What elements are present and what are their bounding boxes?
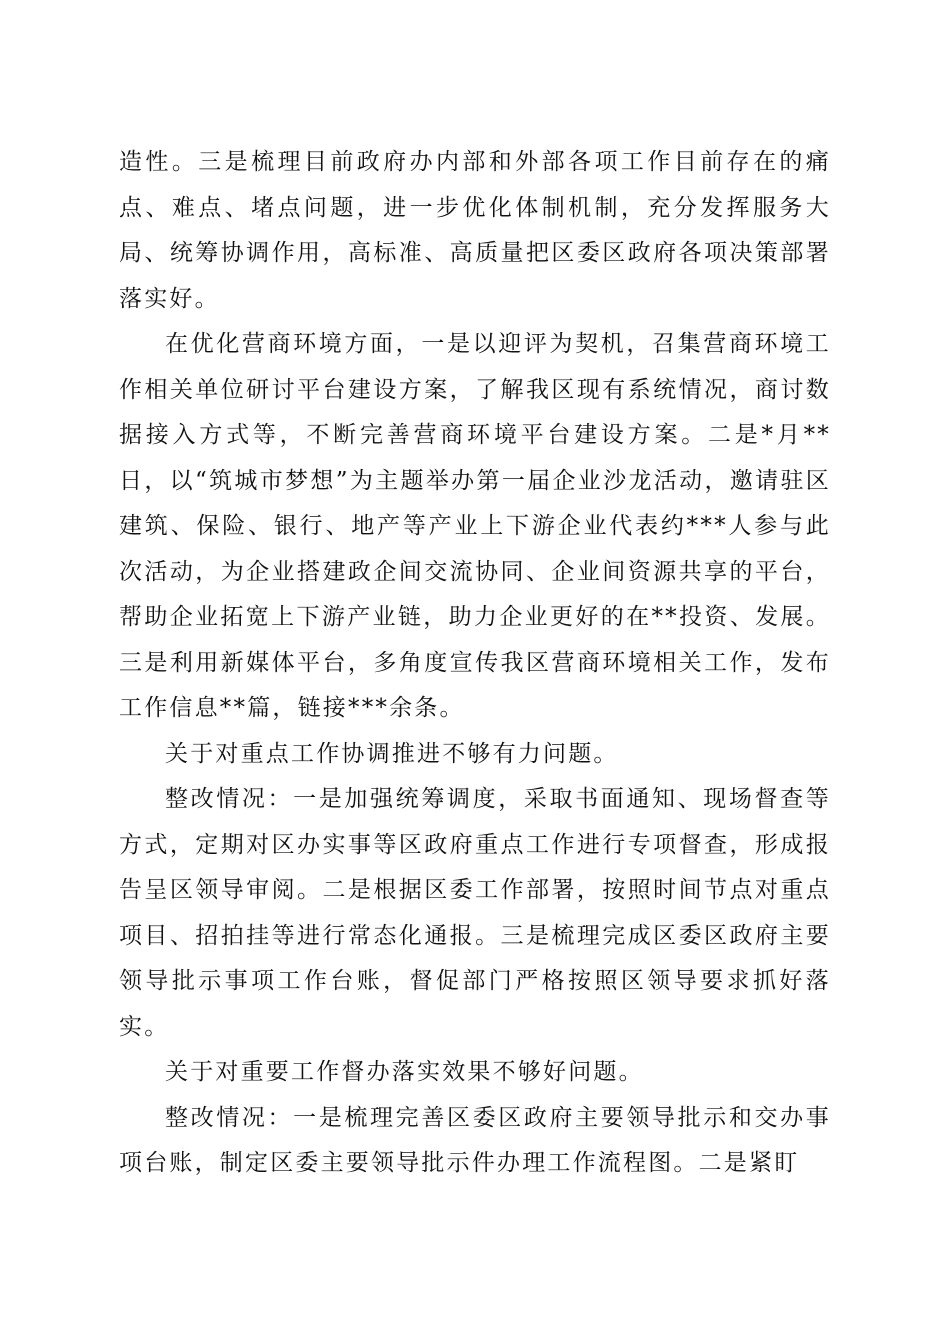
paragraph-2: 在优化营商环境方面，一是以迎评为契机，召集营商环境工作相关单位研讨平台建设方案，了解我区现有系统情况，商讨数据接入方式等，不断完善营商环境平台建设方案。二是*月**日，以“筑城市梦想”为主题举办第一届企业沙龙活动，邀请驻区建筑、保险、银行、地产等产业上下游企业代表约***人参与此次活动，为企业搭建政企间交流协同、企业间资源共享的平台，帮助企业拓宽上下游产业链，助力企业更好的在**投资、发展。三是利用新媒体平台，多角度宣传我区营商环境相关工作，发布工作信息**篇，链接***余条。 — [119, 331, 831, 721]
paragraph-3-heading: 关于对重点工作协调推进不够有力问题。 — [165, 740, 619, 767]
paragraph-5-heading: 关于对重要工作督办落实效果不够好问题。 — [165, 1059, 644, 1085]
paragraph-4: 整改情况：一是加强统筹调度，采取书面通知、现场督查等方式，定期对区办实事等区政府重点工作进行专项督查，形成报告呈区领导审阅。二是根据区委工作部署，按照时间节点对重点项目、招拍挂等进行常态化通报。三是梳理完成区委区政府主要领导批示事项工作台账，督促部门严格按照区领导要求抓好落实。 — [119, 786, 831, 1040]
paragraph-6: 整改情况：一是梳理完善区委区政府主要领导批示和交办事项台账，制定区委主要领导批示件办理工作流程图。二是紧盯 — [119, 1104, 831, 1176]
document-body — [119, 140, 831, 1187]
paragraph-1: 造性。三是梳理目前政府办内部和外部各项工作目前存在的痛点、难点、堵点问题，进一步优化体制机制，充分发挥服务大局、统筹协调作用，高标准、高质量把区委区政府各项决策部署落实好。 — [119, 149, 831, 312]
